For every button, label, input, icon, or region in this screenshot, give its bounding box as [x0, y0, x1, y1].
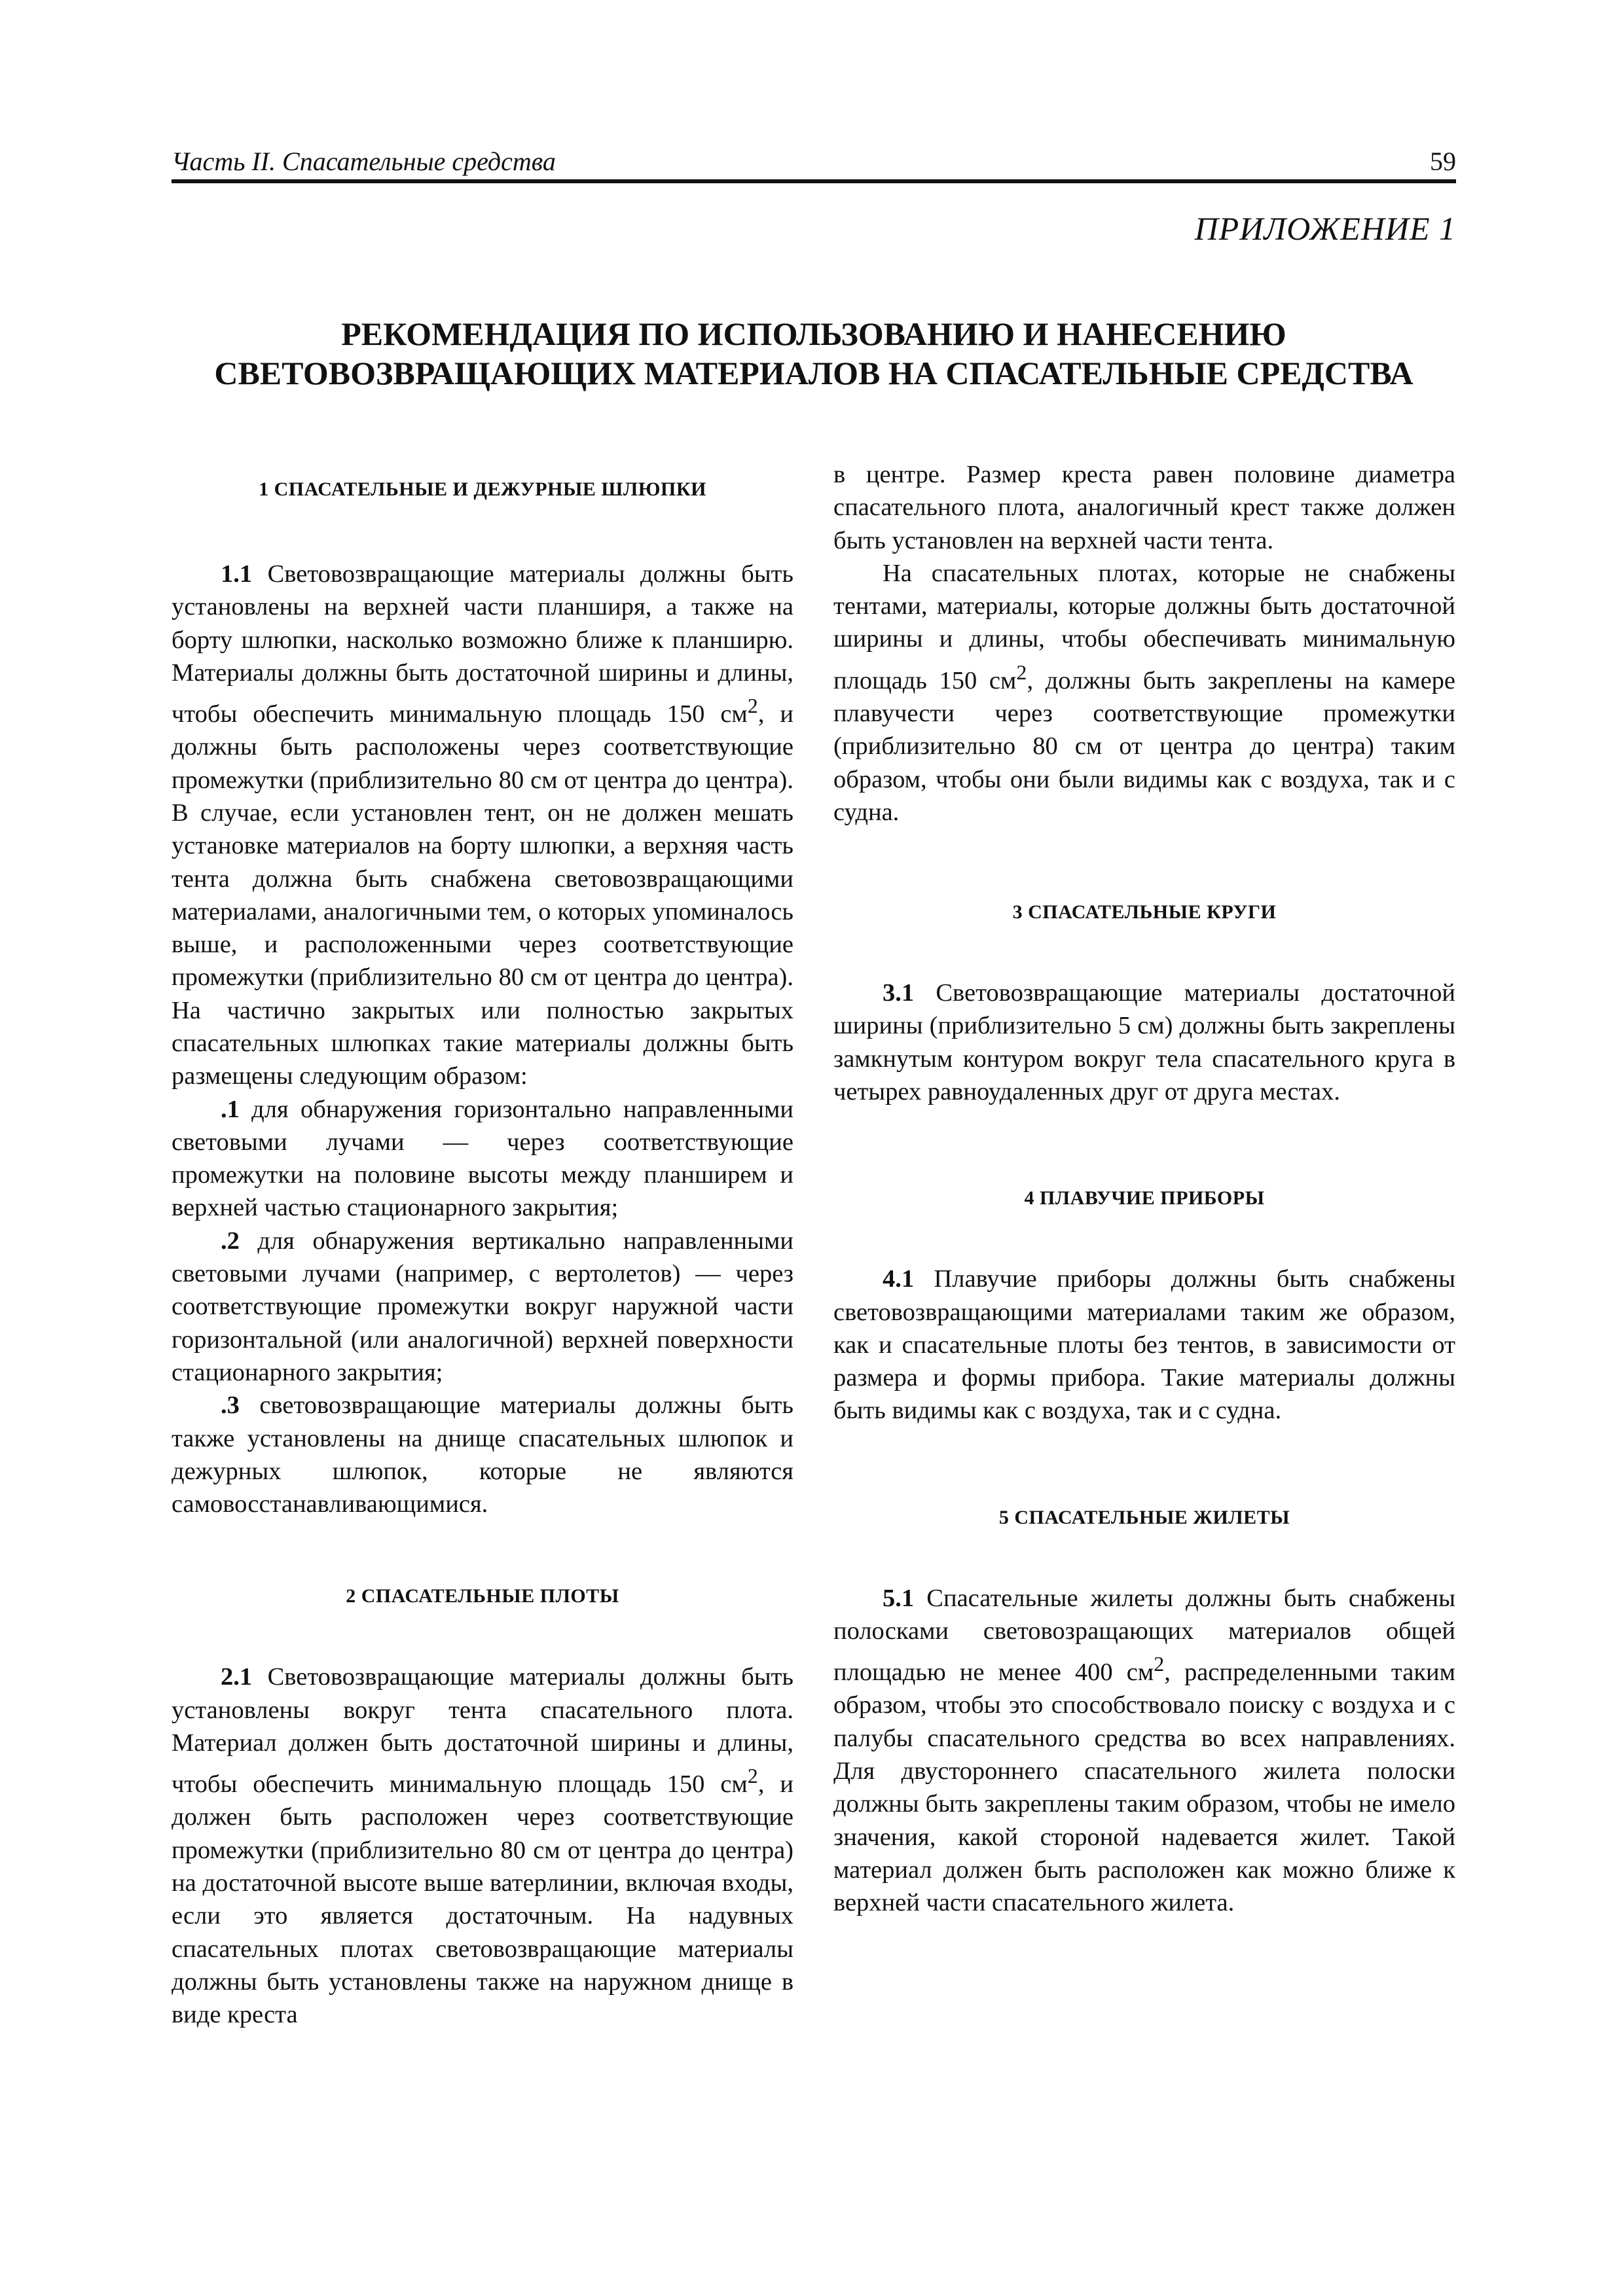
section-5-heading: 5 СПАСАТЕЛЬНЫЕ ЖИЛЕТЫ	[998, 1506, 1290, 1528]
clause-number: 3.1	[883, 979, 915, 1007]
running-header	[172, 145, 1456, 182]
section-4-heading: 4 ПЛАВУЧИЕ ПРИБОРЫ	[1024, 1187, 1265, 1210]
paragraph-2-1-continued: в центре. Размер креста равен половине диаметра спасательного плота, аналогичный крест также должен быть установлен на верхней части тента.	[833, 461, 1455, 554]
section-3-heading: 3 СПАСАТЕЛЬНЫЕ КРУГИ	[1012, 901, 1277, 924]
paragraph-text: Световозвращающие материалы должны быть установлены вокруг тента спасательного плота. Материал должен быть достаточной ширины и длины, чтобы обеспечить минимальную площадь 150 см	[172, 1663, 793, 1799]
appendix-label: ПРИЛОЖЕНИЕ 1	[1194, 210, 1456, 247]
paragraph-text: Спасательные жилеты должны быть снабжены полосками световозращающих материалов общей площадью не менее 400 см	[833, 1584, 1455, 1687]
item-number: .2	[221, 1227, 240, 1255]
paragraph-text: На спасательных плотах, которые не снабжены тентами, материалы, которые должны быть достаточной ширины и длины, чтобы обеспечивать минимальную площадь 150 см	[833, 559, 1455, 694]
running-title: Часть II. Спасательные средства	[172, 147, 556, 176]
clause-number: 4.1	[883, 1265, 915, 1293]
paragraph-2-1	[172, 1660, 793, 2031]
superscript: 2	[747, 694, 758, 718]
item-text: для обнаружения вертикально направленными световыми лучами (например, с вертолетов) — через соответствующие промежутки вокруг наружной части горизонтальной (или аналогичной) верхней поверхности стационарного закрытия;	[172, 1227, 793, 1386]
superscript: 2	[1154, 1652, 1165, 1676]
paragraph-text: , должны быть закреплены на камере плавучести через соответствующие промежутки (приблизительно 80 см от центра до центра) таким образом, чтобы они были видимы как с воздуха, так и с судна.	[833, 666, 1456, 826]
paragraph-4-1	[833, 1263, 1455, 1427]
paragraph-text: , и должны быть расположены через соответствующие промежутки (приблизительно 80 см от центра до центра). В случае, если установлен тент, он не должен мешать установке материалов на борту шлюпки, а верхняя часть тента должна быть снабжена световозвращающими материалами, аналогичными тем, о которых упоминалось выше, и расположенными через соответствующие промежутки (приблизительно 80 см от центра до центра). На частично закрытых или полностью закрытых спасательных шлюпках такие материалы должны быть размещены следующим образом:	[172, 700, 793, 1090]
paragraph-text: , и должен быть расположен через соответствующие промежутки (приблизительно 80 см от центра до центра) на достаточной высоте выше ватерлинии, включая входы, если это является достаточным. На надувных спасательных плотах световозвращающие материалы должны быть установлены также на наружном днище в виде креста	[172, 1770, 793, 2029]
right-column	[833, 458, 1455, 1920]
paragraph-5-1	[833, 1582, 1455, 1920]
list-item-2	[172, 1225, 793, 1389]
paragraph-text: Плавучие приборы должны быть снабжены световозвращающими материалами таким же образом, как и спасательные плоты без тентов, в зависимости от размера и формы прибора. Такие материалы должны быть видимы как с воздуха, так и с судна.	[833, 1265, 1455, 1425]
paragraph-1-1	[172, 558, 793, 1093]
paragraph-text: Световозвращающие материалы достаточной ширины (приблизительно 5 см) должны быть закреплены замкнутым контуром вокруг тела спасательного круга в четырех равноудаленных друг от друга местах.	[833, 979, 1455, 1105]
document-title	[172, 314, 1456, 393]
item-text: для обнаружения горизонтально направленными световыми лучами — через соответствующие промежутки на половине высоты между планширем и верхней частью стационарного закрытия;	[172, 1095, 793, 1222]
page-number: 59	[1430, 147, 1456, 176]
document-title-line-2: СВЕТОВОЗВРАЩАЮЩИХ МАТЕРИАЛОВ НА СПАСАТЕЛЬНЫЕ СРЕДСТВА	[214, 355, 1413, 391]
document-title-line-1: РЕКОМЕНДАЦИЯ ПО ИСПОЛЬЗОВАНИЮ И НАНЕСЕНИЮ	[341, 315, 1286, 352]
paragraph-2-2	[833, 557, 1455, 829]
list-item-3	[172, 1389, 793, 1520]
clause-number: 5.1	[883, 1584, 915, 1612]
item-text: световозвращающие материалы должны быть также установлены на днище спасательных шлюпок и дежурных шлюпок, которые не являются самовосстанавливающимися.	[172, 1391, 793, 1518]
list-item-1	[172, 1093, 793, 1225]
item-number: .3	[221, 1391, 240, 1420]
clause-number: 1.1	[221, 560, 253, 588]
clause-number: 2.1	[221, 1663, 253, 1691]
section-1-heading: 1 СПАСАТЕЛЬНЫЕ И ДЕЖУРНЫЕ ШЛЮПКИ	[259, 478, 706, 500]
header-rule	[172, 179, 1456, 183]
paragraph-3-1	[833, 977, 1455, 1108]
superscript: 2	[1016, 660, 1027, 684]
left-column	[172, 458, 793, 2032]
item-number: .1	[221, 1095, 240, 1123]
paragraph-text: , распределенными таким образом, чтобы это способствовало поиску с воздуха и с палубы спасательного средства во всех направлениях. Для двустороннего спасательного жилета полоски должны быть закреплены таким образом, чтобы не имело значения, какой стороной надевается жилет. Такой материал должен быть расположен как можно ближе к верхней части спасательного жилета.	[833, 1659, 1455, 1917]
superscript: 2	[747, 1764, 758, 1788]
paragraph-text: Световозвращающие материалы должны быть установлены на верхней части планширя, а также на борту шлюпки, насколько возможно ближе к планширю. Материалы должны быть достаточной ширины и длины, чтобы обеспечить минимальную площадь 150 см	[172, 560, 793, 728]
section-2-heading: 2 СПАСАТЕЛЬНЫЕ ПЛОТЫ	[346, 1585, 619, 1607]
